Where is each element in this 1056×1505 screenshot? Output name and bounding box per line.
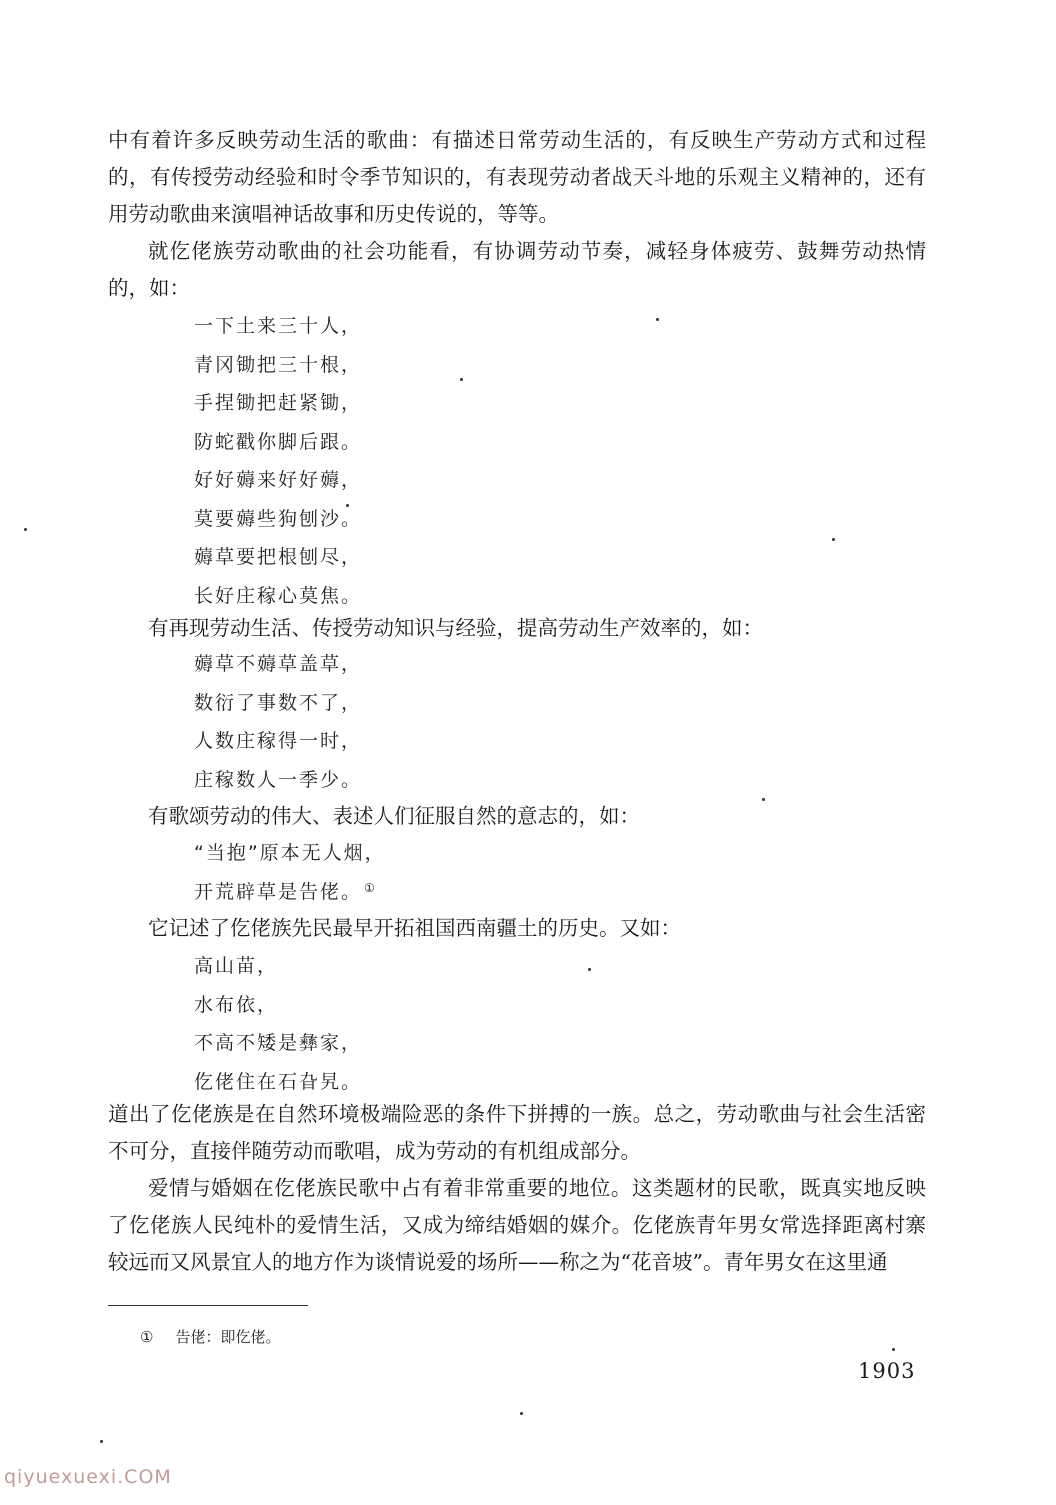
footnote-text: 告佬：即仡佬。: [175, 1328, 281, 1346]
verse-line: 一下土来三十人，: [194, 315, 363, 337]
paragraph-2: 就仡佬族劳动歌曲的社会功能看，有协调劳动节奏，减轻身体疲劳、鼓舞劳动热情的，如：: [108, 239, 926, 300]
footnote-mark: ①: [140, 1328, 154, 1346]
scan-speck: [656, 318, 659, 321]
paragraph-1: 中有着许多反映劳动生活的歌曲：有描述日常劳动生活的，有反映生产劳动方式和过程的，有传授劳动经验和时令季节知识的，有表现劳动者战天斗地的乐观主义精神的，还有用劳动歌曲来演唱神话故事和历史传说的，等等。: [108, 128, 926, 226]
scan-speck: [762, 798, 765, 801]
verse-line: 长好庄稼心莫焦。: [194, 584, 363, 607]
verse-line: 薅草不薅草盖草，: [194, 653, 363, 675]
scan-speck: [892, 1348, 895, 1351]
scan-speck: [520, 1412, 523, 1415]
page-number: 1903: [858, 1359, 916, 1383]
scan-speck: [588, 968, 591, 971]
verse-line: 莫要薅些狗刨沙。: [194, 507, 363, 530]
scan-speck: [460, 378, 463, 381]
footnote: [140, 1326, 280, 1347]
paragraph-4: 有歌颂劳动的伟大、表述人们征服自然的意志的，如：: [148, 804, 640, 828]
paragraph-7: 爱情与婚姻在仡佬族民歌中占有着非常重要的地位。这类题材的民歌，既真实地反映了仡佬族人民纯朴的爱情生活，又成为缔结婚姻的媒介。仡佬族青年男女常选择距离村寨较远而又风景宜人的地方作为谈情说爱的场所——称之为“花音坡”。青年男女在这里通: [108, 1176, 926, 1274]
verse-line: 仡佬住在石旮旯。: [194, 1070, 363, 1093]
verse-block-3: [194, 834, 386, 911]
verse-line: 数衍了事数不了，: [194, 691, 363, 714]
scan-speck: [24, 528, 27, 531]
scan-speck: [832, 538, 835, 541]
footnote-reference: ①: [364, 880, 377, 895]
verse-line: 手捏锄把赶紧锄，: [194, 392, 363, 414]
verse-line: 青冈锄把三十根，: [194, 353, 363, 376]
paragraph-3: 有再现劳动生活、传授劳动知识与经验，提高劳动生产效率的，如：: [148, 616, 763, 640]
verse-line-text: 开荒辟草是告佬。: [194, 880, 363, 903]
verse-line: 高山苗，: [194, 955, 279, 977]
verse-block-4: [194, 947, 362, 1101]
scan-speck: [346, 504, 349, 507]
verse-block-2: [194, 645, 362, 799]
watermark: qiyuexuexi.COM: [4, 1466, 172, 1488]
verse-line: 不高不矮是彝家，: [194, 1032, 363, 1054]
verse-line: [194, 873, 386, 912]
paragraph-5: 它记述了仡佬族先民最早开拓祖国西南疆土的历史。又如：: [148, 916, 681, 940]
verse-line: 好好薅来好好薅，: [194, 469, 363, 491]
verse-line: 防蛇戳你脚后跟。: [194, 430, 363, 453]
footnote-divider: [108, 1305, 308, 1306]
verse-line: “当抱”原本无人烟，: [194, 842, 386, 864]
verse-line: 水布依，: [194, 993, 279, 1016]
verse-line: 薅草要把根刨尽，: [194, 546, 363, 568]
verse-line: 人数庄稼得一时，: [194, 730, 363, 752]
verse-line: 庄稼数人一季少。: [194, 768, 363, 791]
verse-block-1: [194, 307, 362, 615]
paragraph-6: 道出了仡佬族是在自然环境极端险恶的条件下拼搏的一族。总之，劳动歌曲与社会生活密不可分，直接伴随劳动而歌唱，成为劳动的有机组成部分。: [108, 1102, 926, 1163]
scan-speck: [100, 1440, 103, 1443]
